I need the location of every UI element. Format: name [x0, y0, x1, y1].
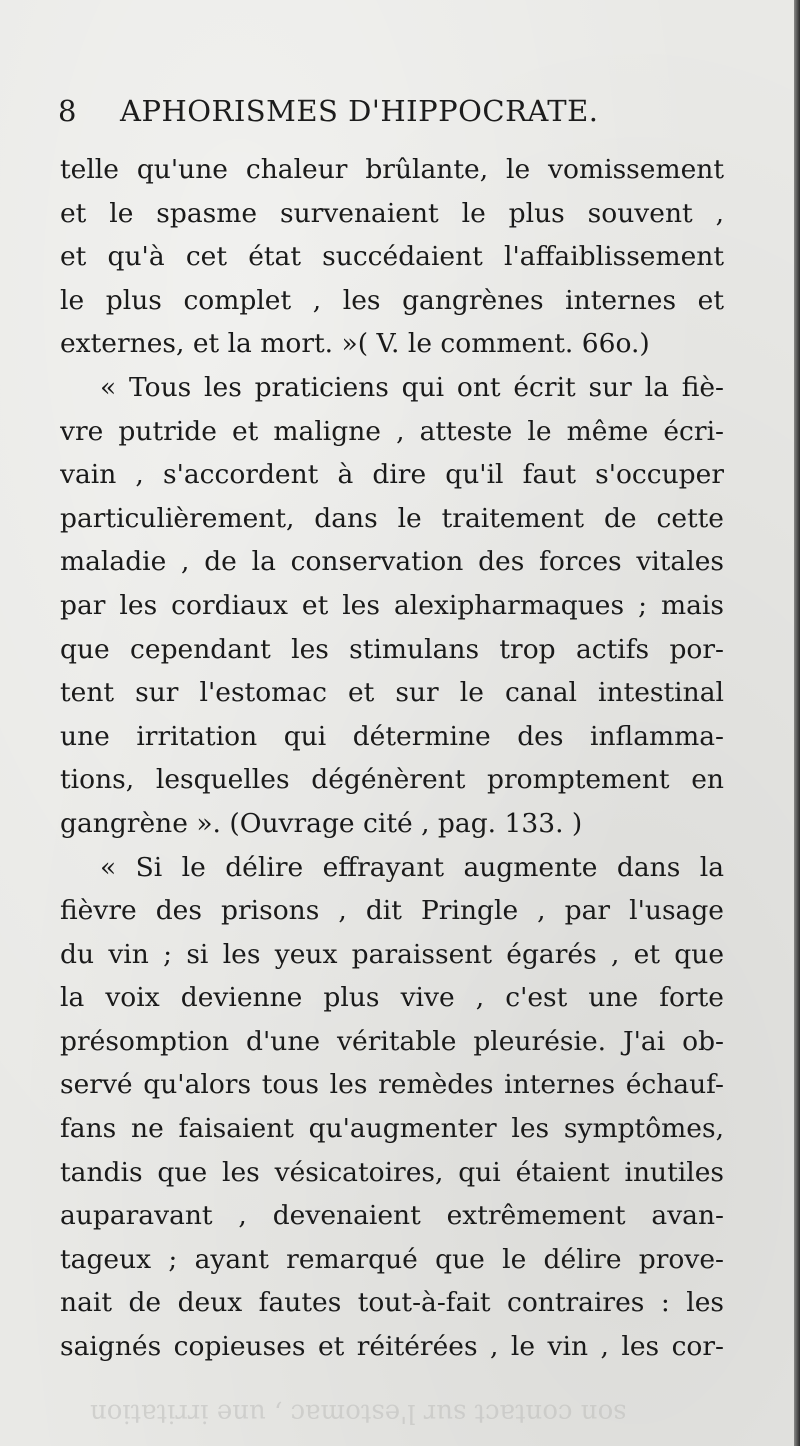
- text-line: tent sur l'estomac et sur le canal intestinal: [60, 677, 724, 709]
- text-line: que cependant les stimulans trop actifs por-: [60, 633, 724, 665]
- text-line: et qu'à cet état succédaient l'affaiblissement: [60, 241, 724, 273]
- text-line: par les cordiaux et les alexipharmaques ; mais: [60, 589, 724, 621]
- text-line: le plus complet , les gangrènes internes et: [60, 284, 724, 316]
- text-line: la voix devienne plus vive , c'est une forte: [60, 982, 724, 1014]
- text-line: auparavant , devenaient extrêmement avan-: [60, 1200, 724, 1232]
- text-line: telle qu'une chaleur brûlante, le vomissement: [60, 154, 724, 185]
- text-line: fans ne faisaient qu'augmenter les symptômes,: [60, 1113, 724, 1145]
- text-line: externes, et la mort. »( V. le comment. 66o.): [60, 328, 650, 360]
- text-line: et le spasme survenaient le plus souvent ,: [60, 197, 724, 229]
- text-line: fièvre des prisons , dit Pringle , par l'usage: [60, 895, 724, 927]
- text-line: vain , s'accordent à dire qu'il faut s'occuper: [60, 459, 724, 491]
- text-line: tandis que les vésicatoires, qui étaient inutiles: [60, 1156, 724, 1188]
- text-line: « Si le délire effrayant augmente dans la: [100, 851, 724, 883]
- body-text: [60, 148, 724, 1369]
- text-line: tageux ; ayant remarqué que le délire prove-: [60, 1243, 724, 1275]
- text-line: maladie , de la conservation des forces vitales: [60, 546, 724, 578]
- text-line: servé qu'alors tous les remèdes internes échauf-: [60, 1069, 724, 1101]
- text-line: nait de deux fautes tout-à-fait contraires : les: [60, 1287, 724, 1319]
- text-line: une irritation qui détermine des inflamma-: [60, 720, 724, 752]
- text-line: présomption d'une véritable pleurésie. J'ai ob-: [60, 1025, 724, 1057]
- text-line: tions, lesquelles dégénèrent promptement en: [60, 764, 724, 796]
- page-header: [58, 88, 730, 138]
- text-line: « Tous les praticiens qui ont écrit sur la fiè-: [100, 371, 724, 403]
- text-line: vre putride et maligne , atteste le même écri-: [60, 415, 724, 447]
- running-title: APHORISMES D'HIPPOCRATE.: [120, 94, 599, 128]
- page-number: 8: [58, 94, 77, 128]
- page-edge-shadow: [794, 0, 800, 1446]
- text-line: gangrène ». (Ouvrage cité , pag. 133. ): [60, 807, 583, 839]
- bleed-through-text: son contact sur l'estomac , une irritation: [90, 1398, 627, 1428]
- text-line: particulièrement, dans le traitement de cette: [60, 502, 724, 534]
- text-line: saignés copieuses et réitérées , le vin , les cor-: [60, 1331, 724, 1363]
- text-line: du vin ; si les yeux paraissent égarés , et que: [60, 938, 724, 970]
